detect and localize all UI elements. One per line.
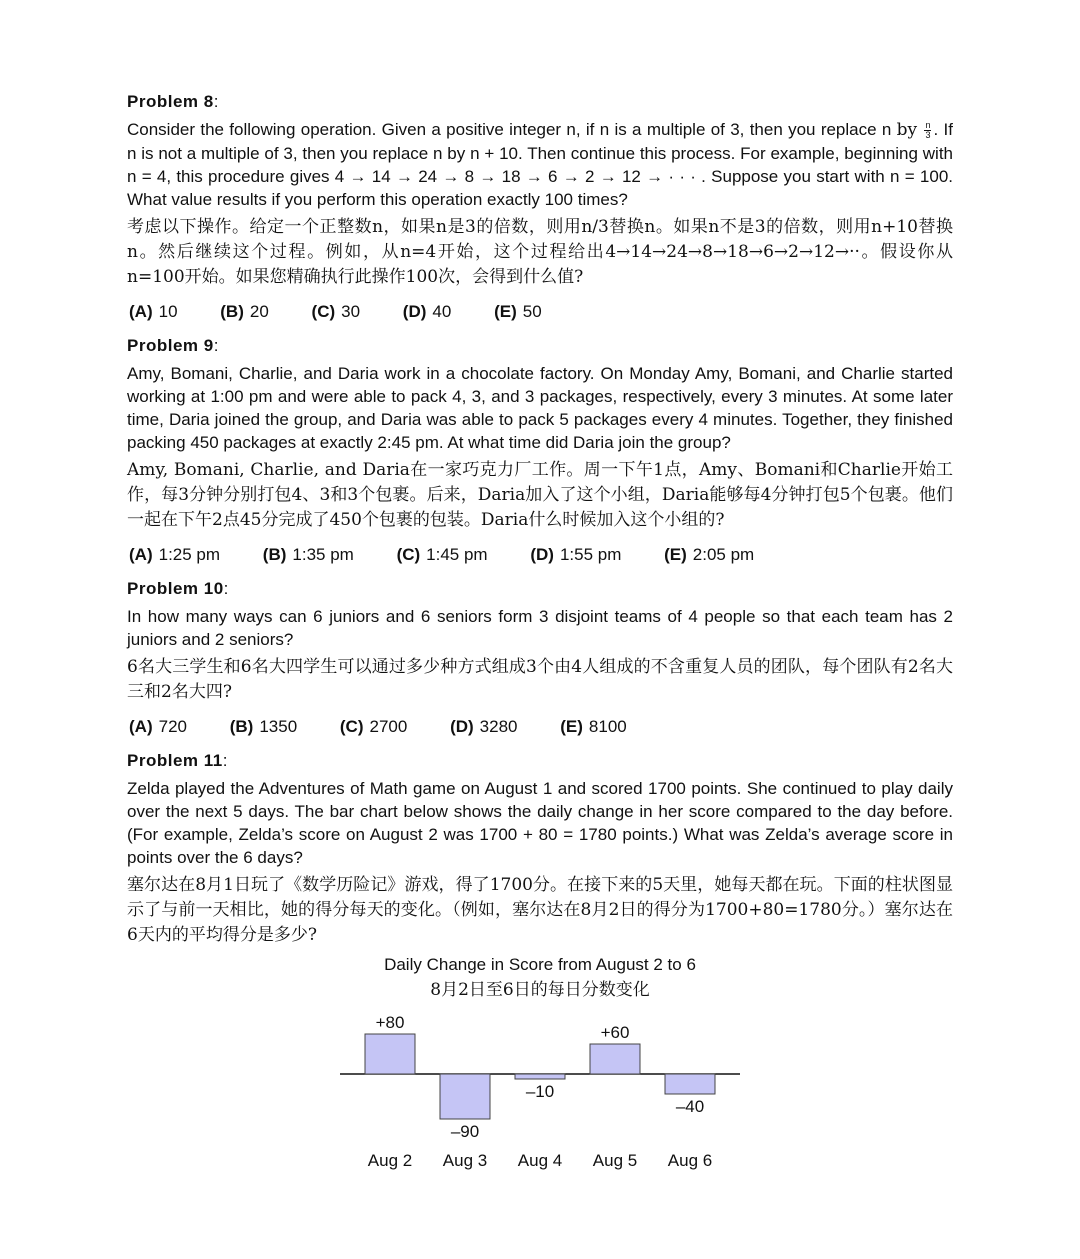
choice-label: (A) xyxy=(129,717,153,736)
problem-11 xyxy=(127,751,953,1182)
bar-aug-3 xyxy=(440,1074,490,1119)
choice-value: 1:25 pm xyxy=(158,545,221,564)
data-label: +80 xyxy=(375,1013,405,1032)
choice-value: 30 xyxy=(341,302,361,321)
choice-label: (B) xyxy=(220,302,244,321)
category-label: Aug 4 xyxy=(517,1151,563,1170)
problem-8-text-part2: . If n is not a multiple of 3, then you replace n by n + 10. Then continue this process. For example, beginning with n = 4, this procedure gives 4 → 14 → 24 → 8 → 18 → 6 → 2 → 12 → · · · . Suppose you start with n = 100. What value results if you perform this operation exactly 100 times? xyxy=(127,120,953,209)
choice-label: (D) xyxy=(402,302,427,321)
choice-value: 1:35 pm xyxy=(292,545,354,564)
choice-label: (C) xyxy=(339,717,364,736)
problem-9-text-cn: Amy, Bomani, Charlie, and Daria在一家巧克力厂工作。周一下午1点，Amy、Bomani和Charlie开始工作，每3分钟分别打包4、3和3个包裹。后来，Daria加入了这个小组，Daria能够每4分钟打包5个包裹。他们一起在下午2点45分完成了450个包裹的包装。Daria什么时候加入这个小组的? xyxy=(127,460,953,530)
choice-label: (C) xyxy=(311,302,336,321)
category-label: Aug 2 xyxy=(367,1151,413,1170)
choice-e[interactable] xyxy=(494,302,542,322)
choice-e[interactable] xyxy=(560,717,627,737)
problem-10-colon: : xyxy=(223,579,229,598)
choice-d[interactable] xyxy=(403,302,452,322)
choice-c[interactable] xyxy=(312,302,361,322)
problem-9-text-en: Amy, Bomani, Charlie, and Daria work in a chocolate factory. On Monday Amy, Bomani, and Charlie started working at 1:00 pm and were able to pack 4, 3, and 3 packages, respectively, every 3 minutes. At some later time, Daria joined the group, and Daria was able to pack 5 packages every 4 minutes. Together, they finished packing 450 packages at exactly 2:45 pm. At what time did Daria join the group? xyxy=(127,364,953,452)
choice-label: (C) xyxy=(396,545,421,564)
problem-8-text-part1: Consider the following operation. Given a positive integer n, if n is a multiple of 3, then you replace n xyxy=(127,120,892,139)
choice-value: 40 xyxy=(432,302,452,321)
problem-8 xyxy=(127,92,953,322)
choice-b[interactable] xyxy=(220,302,269,322)
bar-chart-svg xyxy=(127,952,953,1182)
problem-10-choices xyxy=(129,717,953,737)
problem-8-text-en xyxy=(127,118,953,211)
choice-value: 1:45 pm xyxy=(426,545,488,564)
choice-value: 720 xyxy=(158,717,187,736)
data-label: –40 xyxy=(675,1097,705,1116)
page xyxy=(127,92,953,1196)
data-label: +60 xyxy=(600,1023,630,1042)
problem-10-title: Problem 10 xyxy=(127,579,224,598)
choice-label: (A) xyxy=(129,545,153,564)
choice-value: 2700 xyxy=(369,717,408,736)
choice-d[interactable] xyxy=(530,545,621,565)
choice-label: (A) xyxy=(129,302,153,321)
data-label: –90 xyxy=(450,1122,480,1141)
problem-8-text-cn: 考虑以下操作。给定一个正整数n，如果n是3的倍数，则用n/3替换n。如果n不是3的倍数，则用n+10替换n。然后继续这个过程。例如，从n=4开始，这个过程给出4→14→24→8→18→6→2→12→··。假设你从n=100开始。如果您精确执行此操作100次，会得到什么值? xyxy=(127,217,953,287)
choice-b[interactable] xyxy=(230,717,297,737)
choice-value: 50 xyxy=(522,302,542,321)
fraction-numerator: n xyxy=(925,120,931,131)
choice-e[interactable] xyxy=(664,545,754,565)
choice-a[interactable] xyxy=(129,717,187,737)
problem-10-text-en: In how many ways can 6 juniors and 6 seniors form 3 disjoint teams of 4 people so that each team has 2 juniors and 2 seniors? xyxy=(127,607,953,649)
choice-b[interactable] xyxy=(263,545,354,565)
problem-9-colon: : xyxy=(213,336,219,355)
choice-label: (B) xyxy=(229,717,254,736)
bar-aug-4 xyxy=(515,1074,565,1079)
choice-value: 8100 xyxy=(588,717,627,736)
problem-8-title: Problem 8 xyxy=(127,92,214,111)
bar-aug-6 xyxy=(665,1074,715,1094)
problem-11-text-en: Zelda played the Adventures of Math game on August 1 and scored 1700 points. She continued to play daily over the next 5 days. The bar chart below shows the daily change in her score compared to the day before. (For example, Zelda’s score on August 2 was 1700 + 80 = 1780 points.) What was Zelda’s average score in points over the 6 days? xyxy=(127,779,953,867)
problem-8-choices xyxy=(129,302,953,322)
choice-label: (B) xyxy=(262,545,287,564)
choice-a[interactable] xyxy=(129,545,220,565)
problem-9 xyxy=(127,336,953,565)
choice-label: (E) xyxy=(494,302,517,321)
choice-a[interactable] xyxy=(129,302,178,322)
choice-value: 2:05 pm xyxy=(692,545,755,564)
choice-value: 1:55 pm xyxy=(559,545,622,564)
category-label: Aug 6 xyxy=(667,1151,713,1170)
fraction-n-over-3 xyxy=(924,121,931,140)
choice-value: 1350 xyxy=(259,717,298,736)
bar-aug-5 xyxy=(590,1044,640,1074)
choice-value: 3280 xyxy=(479,717,518,736)
problem-11-text-cn: 塞尔达在8月1日玩了《数学历险记》游戏，得了1700分。在接下来的5天里，她每天都在玩。下面的柱状图显示了与前一天相比，她的得分每天的变化。（例如，塞尔达在8月2日的得分为1700+80=1780分。）塞尔达在6天内的平均得分是多少? xyxy=(127,875,953,945)
problem-11-colon: : xyxy=(222,751,228,770)
problem-9-title: Problem 9 xyxy=(127,336,214,355)
problem-9-choices xyxy=(129,545,953,565)
category-label: Aug 3 xyxy=(442,1151,488,1170)
choice-label: (E) xyxy=(560,717,583,736)
fraction-denominator: 3 xyxy=(925,130,931,141)
category-label: Aug 5 xyxy=(592,1151,638,1170)
chart-title: Daily Change in Score from August 2 to 6 xyxy=(384,955,696,974)
data-label: –10 xyxy=(525,1082,555,1101)
problem-10-text-cn: 6名大三学生和6名大四学生可以通过多少种方式组成3个由4人组成的不含重复人员的团队，每个团队有2名大三和2名大四? xyxy=(127,657,953,702)
bar-aug-2 xyxy=(365,1034,415,1074)
choice-label: (D) xyxy=(450,717,474,736)
choice-c[interactable] xyxy=(397,545,488,565)
choice-label: (D) xyxy=(530,545,554,564)
problem-8-colon: : xyxy=(213,92,219,111)
daily-change-chart xyxy=(127,952,953,1182)
choice-c[interactable] xyxy=(340,717,407,737)
choice-label: (E) xyxy=(664,545,687,564)
chart-subtitle: 8月2日至6日的每日分数变化 xyxy=(430,980,650,1000)
choice-d[interactable] xyxy=(450,717,517,737)
choice-value: 10 xyxy=(158,302,178,321)
problem-8-by: by xyxy=(896,120,918,140)
problem-11-title: Problem 11 xyxy=(127,751,223,770)
choice-value: 20 xyxy=(249,302,269,321)
chart-marks xyxy=(340,1013,740,1170)
problem-10 xyxy=(127,579,953,737)
